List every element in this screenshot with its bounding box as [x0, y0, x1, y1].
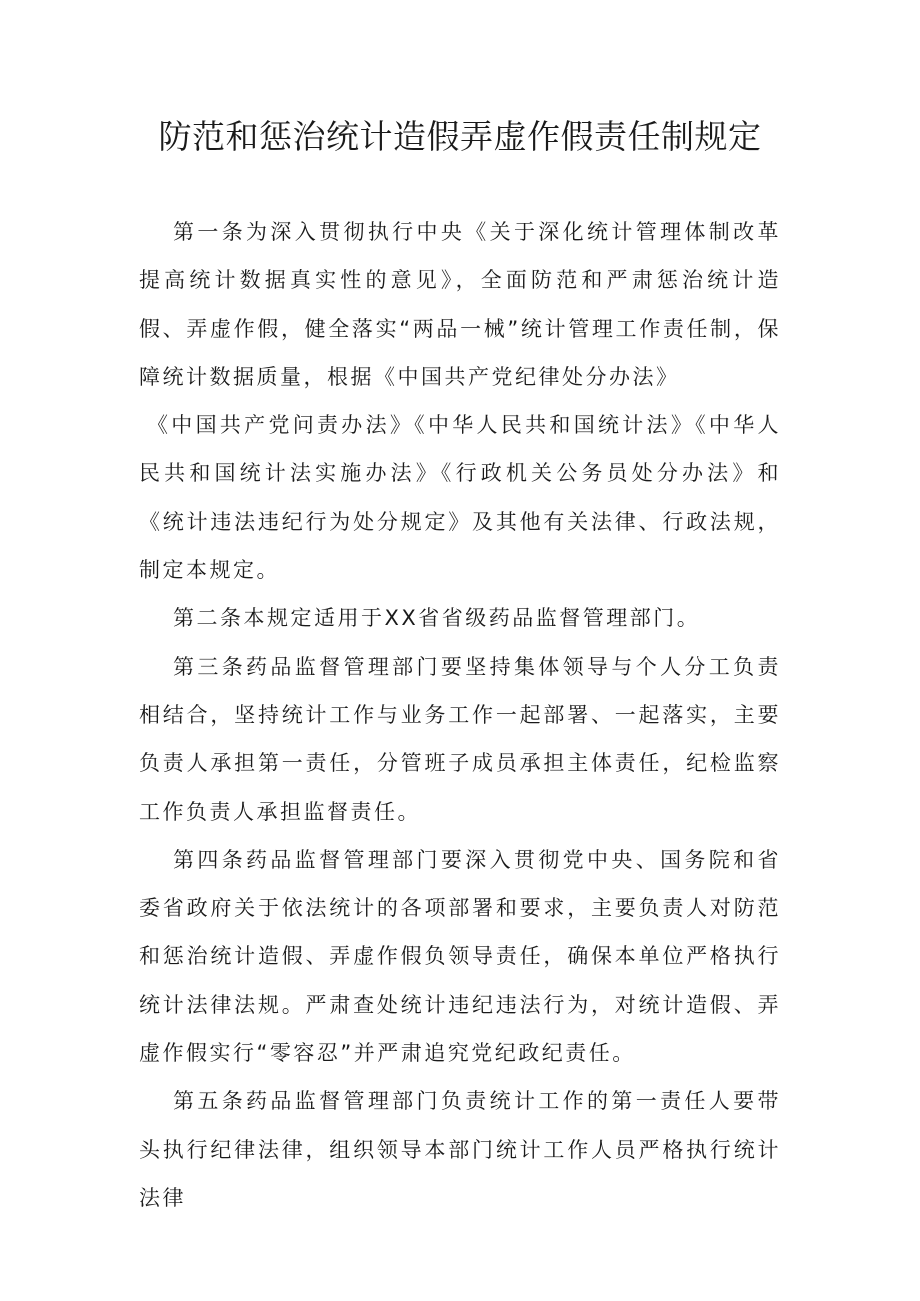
- paragraph-article-1-continued: 《中国共产党问责办法》《中华人民共和国统计法》《中华人民共和国统计法实施办法》《行政机关公务员处分办法》和《统计违法违纪行为处分规定》及其他有关法律、行政法规，制定本规定。: [139, 413, 781, 583]
- paragraph-article-4: 第四条药品监督管理部门要深入贯彻党中央、国务院和省委省政府关于依法统计的各项部署和要求，主要负责人对防范和惩治统计造假、弄虚作假负领导责任，确保本单位严格执行统计法律法规。严肃查处统计违纪违法行为，对统计造假、弄虚作假实行“零容忍”并严肃追究党纪政纪责任。: [139, 847, 781, 1066]
- document-body: [139, 208, 781, 1222]
- paragraph-article-3: 第三条药品监督管理部门要坚持集体领导与个人分工负责相结合，坚持统计工作与业务工作一起部署、一起落实，主要负责人承担第一责任，分管班子成员承担主体责任，纪检监察工作负责人承担监督责任。: [139, 654, 781, 824]
- paragraph-article-2: 第二条本规定适用于XX省省级药品监督管理部门。: [173, 606, 701, 631]
- paragraph-article-1: 第一条为深入贯彻执行中央《关于深化统计管理体制改革提高统计数据真实性的意见》，全面防范和严肃惩治统计造假、弄虚作假，健全落实“两品一械”统计管理工作责任制，保障统计数据质量，根据《中国共产党纪律处分办法》: [139, 220, 781, 389]
- document-title: 防范和惩治统计造假弄虚作假责任制规定: [158, 117, 762, 156]
- paragraph-article-5: 第五条药品监督管理部门负责统计工作的第一责任人要带头执行纪律法律，组织领导本部门统计工作人员严格执行统计法律: [139, 1089, 781, 1210]
